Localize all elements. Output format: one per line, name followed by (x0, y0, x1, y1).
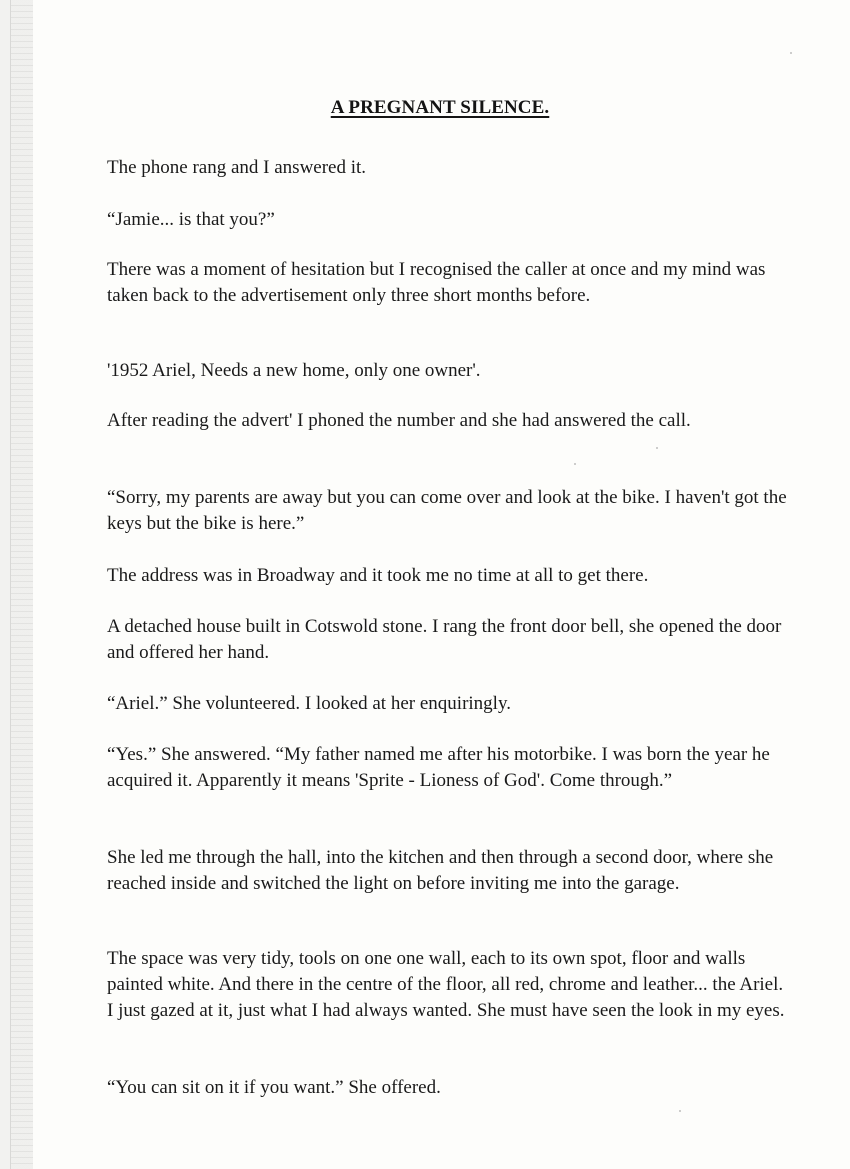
scan-speck (679, 1110, 681, 1112)
paragraph-6: “Sorry, my parents are away but you can come over and look at the bike. I haven't got the keys but the bike is here.” (107, 487, 787, 534)
paragraph-12: The space was very tidy, tools on one one wall, each to its own spot, floor and walls painted white. And there in the centre of the floor, all red, chrome and leather... the Ariel. I just gazed at it, just what I had always wanted. She must have seen the look in my eyes. (107, 948, 785, 1021)
paragraph-8: A detached house built in Cotswold stone. I rang the front door bell, she opened the door and offered her hand. (107, 616, 782, 663)
paragraph-3: There was a moment of hesitation but I recognised the caller at once and my mind was taken back to the advertisement only three short months before. (107, 259, 766, 306)
scan-speck (656, 447, 658, 449)
paragraph-13: “You can sit on it if you want.” She offered. (107, 1077, 441, 1098)
paragraph-9: “Ariel.” She volunteered. I looked at her enquiringly. (107, 693, 511, 714)
scan-speck (790, 52, 792, 54)
scan-speck (574, 463, 576, 465)
story-title-text: A PREGNANT SILENCE. (330, 97, 550, 118)
binding-strip (11, 0, 33, 1169)
paragraph-4: '1952 Ariel, Needs a new home, only one owner'. (107, 360, 481, 381)
paragraph-2: “Jamie... is that you?” (107, 209, 275, 230)
paragraph-5: After reading the advert' I phoned the number and she had answered the call. (107, 410, 691, 431)
paragraph-1: The phone rang and I answered it. (107, 157, 367, 178)
story-title (0, 97, 850, 119)
paragraph-11: She led me through the hall, into the kitchen and then through a second door, where she reached inside and switched the light on before inviting me into the garage. (107, 847, 774, 894)
paragraph-7: The address was in Broadway and it took me no time at all to get there. (107, 565, 649, 586)
paragraph-10: “Yes.” She answered. “My father named me after his motorbike. I was born the year he acquired it. Apparently it means 'Sprite - Lioness of God'. Come through.” (107, 744, 770, 791)
